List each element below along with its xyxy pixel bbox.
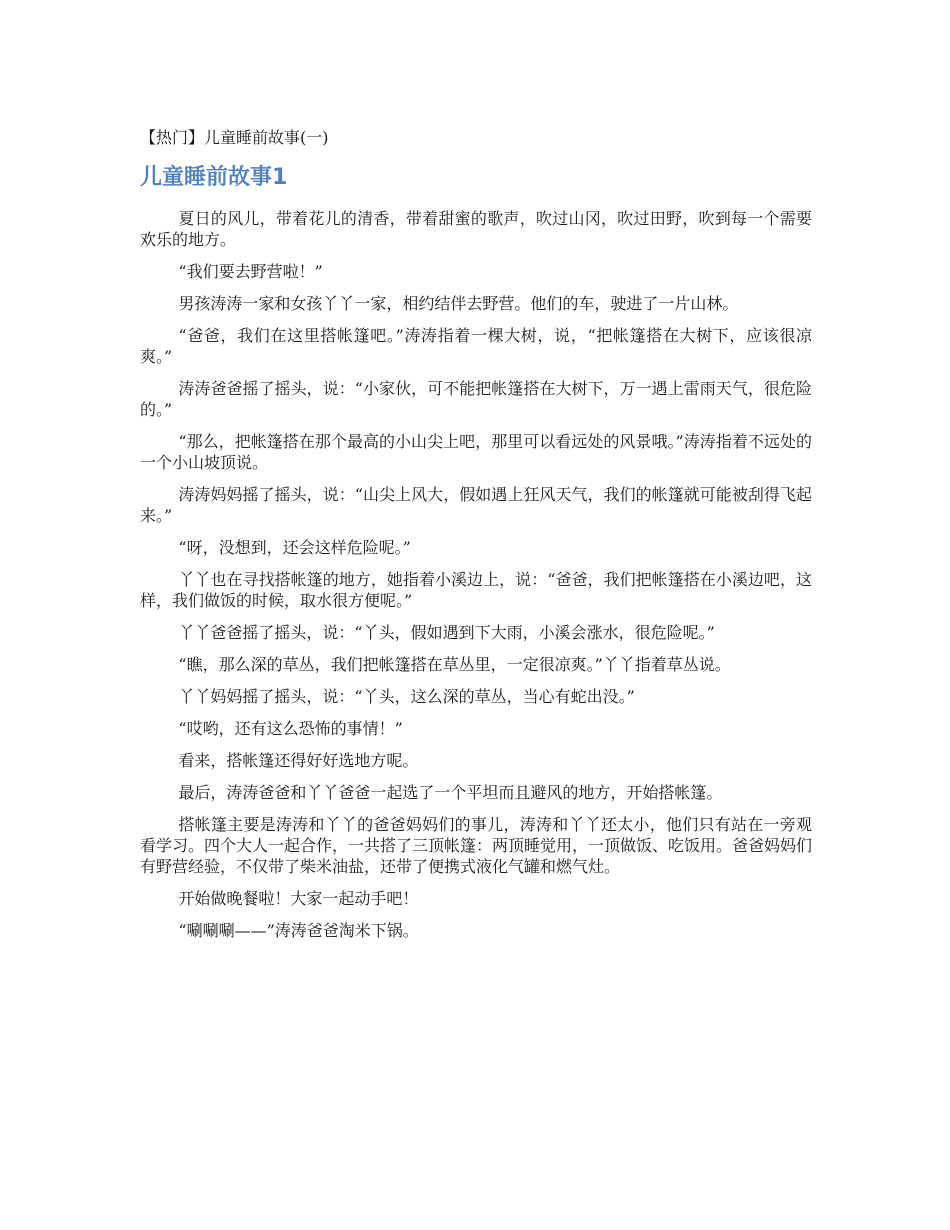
document-page	[140, 126, 812, 952]
paragraph: “那么，把帐篷搭在那个最高的小山尖上吧，那里可以看远处的风景哦。”涛涛指着不远处的一个小山坡顶说。	[140, 432, 812, 472]
paragraph: “我们要去野营啦！”	[178, 262, 323, 281]
story-title: 儿童睡前故事1	[140, 165, 288, 190]
paragraph: 男孩涛涛一家和女孩丫丫一家，相约结伴去野营。他们的车，驶进了一片山林。	[178, 294, 739, 313]
paragraph: “瞧，那么深的草丛，我们把帐篷搭在草丛里，一定很凉爽。”丫丫指着草丛说。	[178, 655, 731, 674]
paragraph: 丫丫爸爸摇了摇头，说：“丫头，假如遇到下大雨，小溪会涨水，很危险呢。”	[178, 623, 715, 642]
paragraph: 丫丫也在寻找搭帐篷的地方，她指着小溪边上，说：“爸爸，我们把帐篷搭在小溪边吧，这样，我们做饭的时候，取水很方便呢。”	[140, 570, 812, 610]
paragraph: “爸爸，我们在这里搭帐篷吧。”涛涛指着一棵大树，说，“把帐篷搭在大树下，应该很凉爽。”	[140, 326, 812, 366]
paragraph: “呀，没想到，还会这样危险呢。”	[178, 538, 411, 557]
paragraph: 搭帐篷主要是涛涛和丫丫的爸爸妈妈们的事儿，涛涛和丫丫还太小，他们只有站在一旁观看学习。四个大人一起合作，一共搭了三顶帐篷：两顶睡觉用，一顶做饭、吃饭用。爸爸妈妈们有野营经验，不仅带了柴米油盐，还带了便携式液化气罐和燃气灶。	[140, 815, 813, 876]
paragraph: 涛涛爸爸摇了摇头，说：“小家伙，可不能把帐篷搭在大树下，万一遇上雷雨天气，很危险的。”	[140, 379, 812, 419]
paragraph: 看来，搭帐篷还得好好选地方呢。	[178, 751, 419, 770]
paragraph: 开始做晚餐啦！大家一起动手吧！	[178, 889, 419, 908]
paragraph: “唰唰唰——”涛涛爸爸淘米下锅。	[178, 921, 419, 940]
paragraph: 夏日的风儿，带着花儿的清香，带着甜蜜的歌声，吹过山冈，吹过田野，吹到每一个需要欢乐的地方。	[140, 209, 812, 249]
paragraph: “哎哟，还有这么恐怖的事情！”	[178, 719, 403, 738]
paragraph: 丫丫妈妈摇了摇头，说：“丫头，这么深的草丛，当心有蛇出没。”	[178, 687, 635, 706]
paragraph: 涛涛妈妈摇了摇头，说：“山尖上风大，假如遇上狂风天气，我们的帐篷就可能被刮得飞起来。”	[140, 485, 812, 525]
document-header: 【热门】儿童睡前故事(一)	[140, 128, 329, 147]
paragraph: 最后，涛涛爸爸和丫丫爸爸一起选了一个平坦而且避风的地方，开始搭帐篷。	[178, 783, 723, 802]
